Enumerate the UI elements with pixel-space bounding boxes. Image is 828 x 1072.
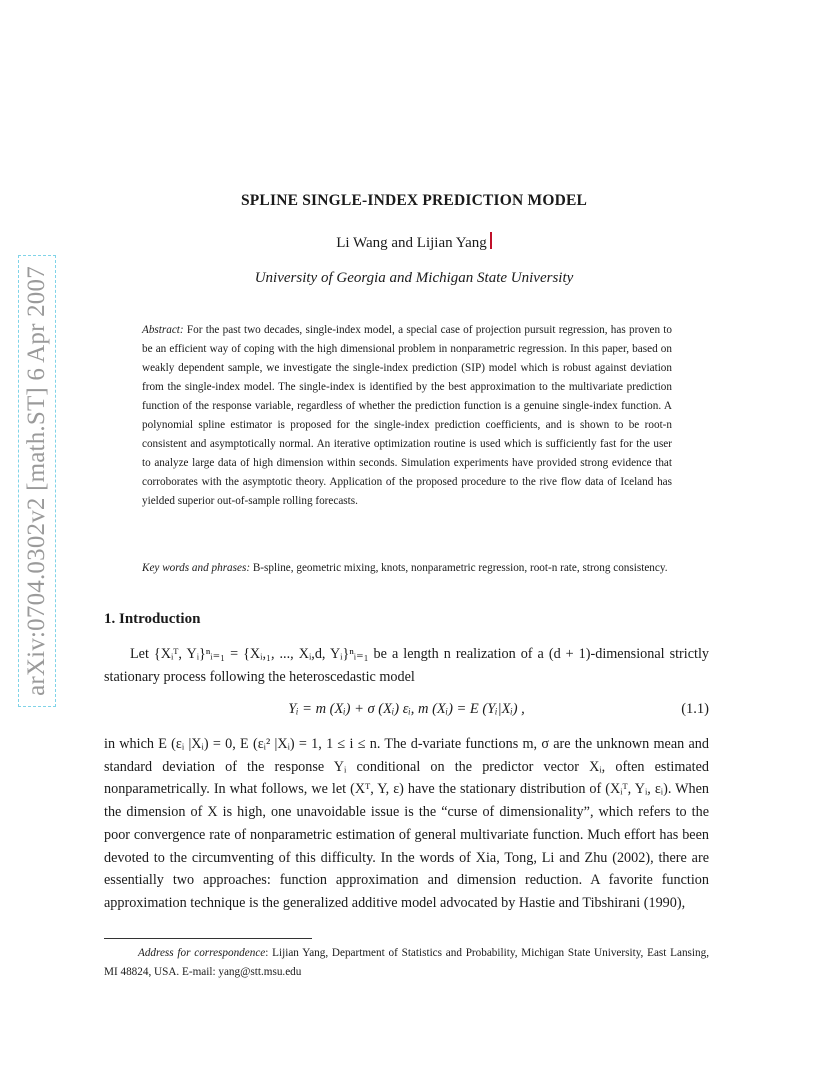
- abstract-text: For the past two decades, single-index model, a special case of projection pursuit regression, has proven to be an efficient way of coping with the high dimensional problem in nonparametric regression. In this paper, based on weakly dependent sample, we investigate the single-index prediction (SIP) model which is robust against deviation from the single-index model. The single-index is identified by the best approximation to the multivariate prediction function of the response variable, regardless of whether the prediction function is a genuine single-index function. A polynomial spline estimator is proposed for the single-index prediction coefficients, and is shown to be root-n consistent and asymptotically normal. An iterative optimization routine is used which is sufficiently fast for the user to analyze large data of high dimension within seconds. Simulation experiments have provided strong evidence that corroborates with the asymptotic theory. Application of the proposed procedure to the rive flow data of Iceland has yielded superior out-of-sample rolling forecasts.: [142, 324, 673, 507]
- keywords-text: B-spline, geometric mixing, knots, nonparametric regression, root-n rate, strong consistency.: [252, 562, 668, 574]
- equation-body: Yᵢ = m (Xᵢ) + σ (Xᵢ) εᵢ, m (Xᵢ) = E (Yᵢ|Xᵢ) ,: [288, 701, 525, 717]
- keywords: [142, 559, 672, 578]
- footnote: [104, 944, 709, 982]
- paragraph-1: [104, 643, 709, 688]
- authors: Li Wang and Lijian Yang: [336, 235, 487, 251]
- footnote-label: Address for correspondence: [138, 947, 266, 959]
- paragraph-1-text: Let {Xᵢᵀ, Yᵢ}ⁿᵢ₌₁ = {Xᵢ,₁, ..., Xᵢ,d, Yᵢ}ⁿᵢ₌₁ be a length n realization of a (d + 1)-dimensional strictly stationary process following the heteroscedastic model: [104, 646, 709, 685]
- text-cursor-mark: [490, 232, 492, 249]
- section-heading: [104, 611, 200, 628]
- keywords-label: Key words and phrases:: [142, 562, 251, 574]
- author-line: [0, 232, 828, 252]
- paper-title: SPLINE SINGLE-INDEX PREDICTION MODEL: [240, 192, 588, 209]
- abstract: [142, 321, 672, 511]
- arxiv-identifier: arXiv:0704.0302v2 [math.ST] 6 Apr 2007: [23, 266, 50, 696]
- arxiv-sidebar-stamp: [18, 255, 56, 707]
- section-number: 1.: [104, 611, 116, 627]
- abstract-label: Abstract:: [142, 324, 184, 336]
- section-title: Introduction: [119, 611, 201, 627]
- affiliation: University of Georgia and Michigan State University: [254, 270, 574, 286]
- paragraph-2: in which E (εᵢ |Xᵢ) = 0, E (εᵢ² |Xᵢ) = 1, 1 ≤ i ≤ n. The d-variate functions m, σ are the unknown mean and standard deviation of the response Yᵢ conditional on the predictor vector Xᵢ, often estimated nonparametrically. In what follows, we let (Xᵀ, Y, ε) have the stationary distribution of (Xᵢᵀ, Yᵢ, εᵢ). When the dimension of X is high, one unavoidable issue is the “curse of dimensionality”, which refers to the poor convergence rate of nonparametric estimation of general multivariate function. Much effort has been devoted to the circumventing of this difficulty. In the words of Xia, Tong, Li and Zhu (2002), there are essentially two approaches: function approximation and dimension reduction. A favorite function approximation technique is the generalized additive model advocated by Hastie and Tibshirani (1990),: [104, 736, 709, 911]
- footnote-rule: [104, 938, 312, 939]
- footnote-text: : Lijian Yang, Department of Statistics and Probability, Michigan State University, East Lansing, MI 48824, USA. E-mail: yang@stt.msu.edu: [104, 947, 709, 978]
- equation-number: (1.1): [681, 701, 709, 717]
